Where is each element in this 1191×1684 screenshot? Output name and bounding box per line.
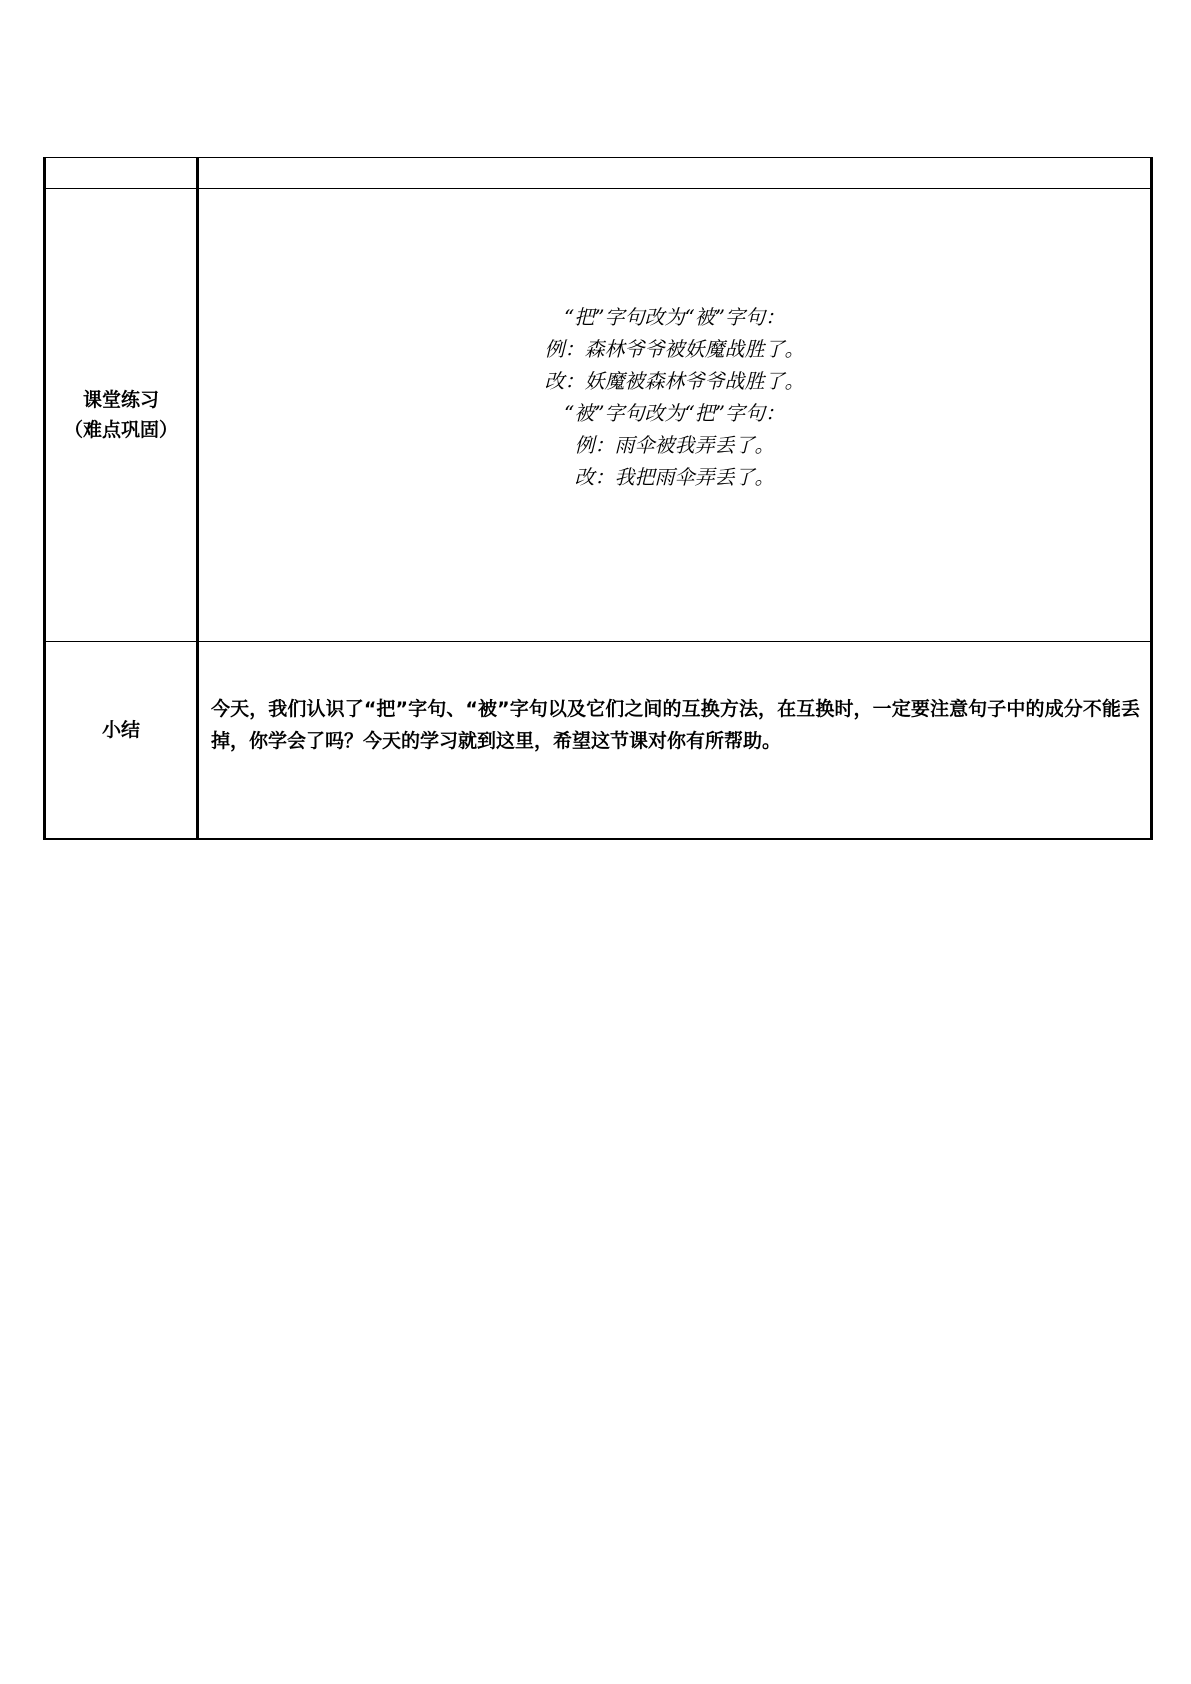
summary-label-cell — [45, 642, 198, 840]
summary-content-cell — [198, 642, 1152, 840]
practice-line: 例：森林爷爷被妖魔战胜了。 — [544, 337, 805, 361]
header-right-cell — [198, 158, 1152, 189]
practice-line: 改：我把雨伞弄丢了。 — [574, 465, 775, 489]
practice-row — [45, 189, 1152, 642]
practice-line: “把”字句改为“被”字句： — [564, 305, 785, 329]
summary-text: 今天，我们认识了“把”字句、“被”字句以及它们之间的互换方法，在互换时，一定要注意句子中的成分不能丢掉，你学会了吗？今天的学习就到这里，希望这节课对你有所帮助。 — [211, 698, 1140, 752]
practice-label-title: 课堂练习 — [82, 389, 159, 411]
practice-line: 例：雨伞被我弄丢了。 — [574, 433, 775, 457]
lesson-table — [43, 157, 1153, 840]
summary-label: 小结 — [101, 719, 140, 741]
table-header-row — [45, 158, 1152, 189]
practice-line: “被”字句改为“把”字句： — [564, 401, 785, 425]
practice-label-subtitle: （难点巩固） — [63, 419, 178, 441]
summary-row — [45, 642, 1152, 840]
practice-label-cell — [45, 189, 198, 642]
practice-line: 改：妖魔被森林爷爷战胜了。 — [544, 369, 805, 393]
header-left-cell — [45, 158, 198, 189]
practice-exercise-block — [199, 301, 1150, 529]
practice-content-cell — [198, 189, 1152, 642]
